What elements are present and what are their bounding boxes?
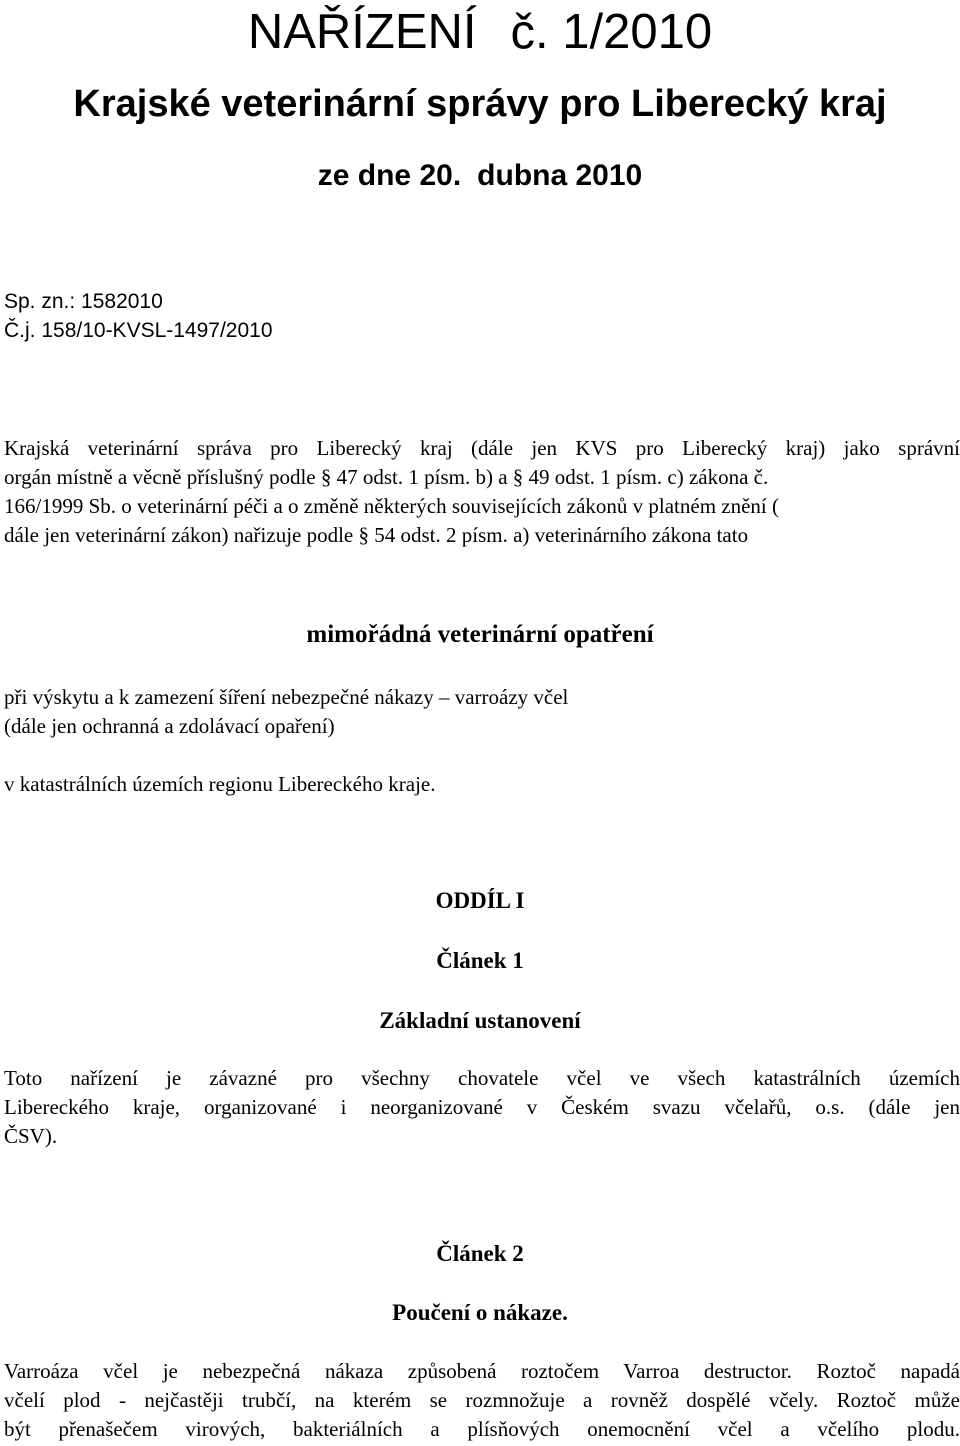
article-2-line: být přenašečem virových, bakteriálních a plísňových onemocnění včel a včelího plodu. (4, 1417, 960, 1441)
measures-line: (dále jen ochranná a zdolávací opaření) (4, 714, 335, 738)
measures-line: při výskytu a k zamezení šíření nebezpečné nákazy – varroázy včel (4, 685, 569, 709)
article-1-line: Toto nařízení je závazné pro všechny chovatele včel ve všech katastrálních územích (4, 1066, 960, 1090)
title-word: NAŘÍZENÍ (247, 5, 477, 59)
intro-paragraph (4, 434, 960, 550)
reference-cj: Č.j. 158/10-KVSL-1497/2010 (4, 319, 273, 342)
article-2-title: Článek 2 (436, 1241, 524, 1266)
document-subtitle: Krajské veterinární správy pro Liberecký kraj (73, 83, 887, 125)
article-2-paragraph (4, 1357, 960, 1444)
article-2-heading: Poučení o nákaze. (392, 1300, 568, 1325)
intro-line: orgán místně a věcně příslušný podle § 47 odst. 1 písm. b) a § 49 odst. 1 písm. c) zákona č. (4, 465, 769, 489)
article-2-line: včelí plod - nejčastěji trubčí, na kterém se rozmnožuje a rovněž dospělé včely. Roztoč může (4, 1388, 960, 1412)
title-number: č. 1/2010 (510, 5, 713, 59)
section-heading: ODDÍL I (435, 888, 525, 913)
intro-line: Krajská veterinární správa pro Liberecký kraj (dále jen KVS pro Liberecký kraj) jako správní (4, 436, 960, 460)
document-title (0, 4, 960, 60)
intro-line: dále jen veterinární zákon) nařizuje podle § 54 odst. 2 písm. a) veterinárního zákona tato (4, 523, 749, 547)
measures-description (4, 683, 960, 741)
date-month: dubna 2010 (477, 159, 643, 192)
measures-line: v katastrálních územích regionu Libereckého kraje. (4, 772, 436, 796)
reference-sp-zn: Sp. zn.: 1582010 (4, 290, 163, 313)
document-date (0, 156, 960, 196)
measures-heading: mimořádná veterinární opatření (306, 621, 654, 648)
date-prefix: ze dne 20. (317, 159, 462, 192)
article-1-line: ČSV). (4, 1124, 58, 1148)
article-1-paragraph (4, 1064, 960, 1151)
article-2-line: Varroáza včel je nebezpečná nákaza způsobená roztočem Varroa destructor. Roztoč napadá (4, 1359, 960, 1383)
article-1-heading: Základní ustanovení (379, 1008, 581, 1033)
measures-territory (4, 770, 960, 799)
article-1-title: Článek 1 (436, 948, 524, 973)
article-1-line: Libereckého kraje, organizované i neorganizované v Českém svazu včelařů, o.s. (dále jen (4, 1095, 960, 1119)
intro-line: 166/1999 Sb. o veterinární péči a o změně některých souvisejících zákonů v platném znění ( (4, 494, 780, 518)
